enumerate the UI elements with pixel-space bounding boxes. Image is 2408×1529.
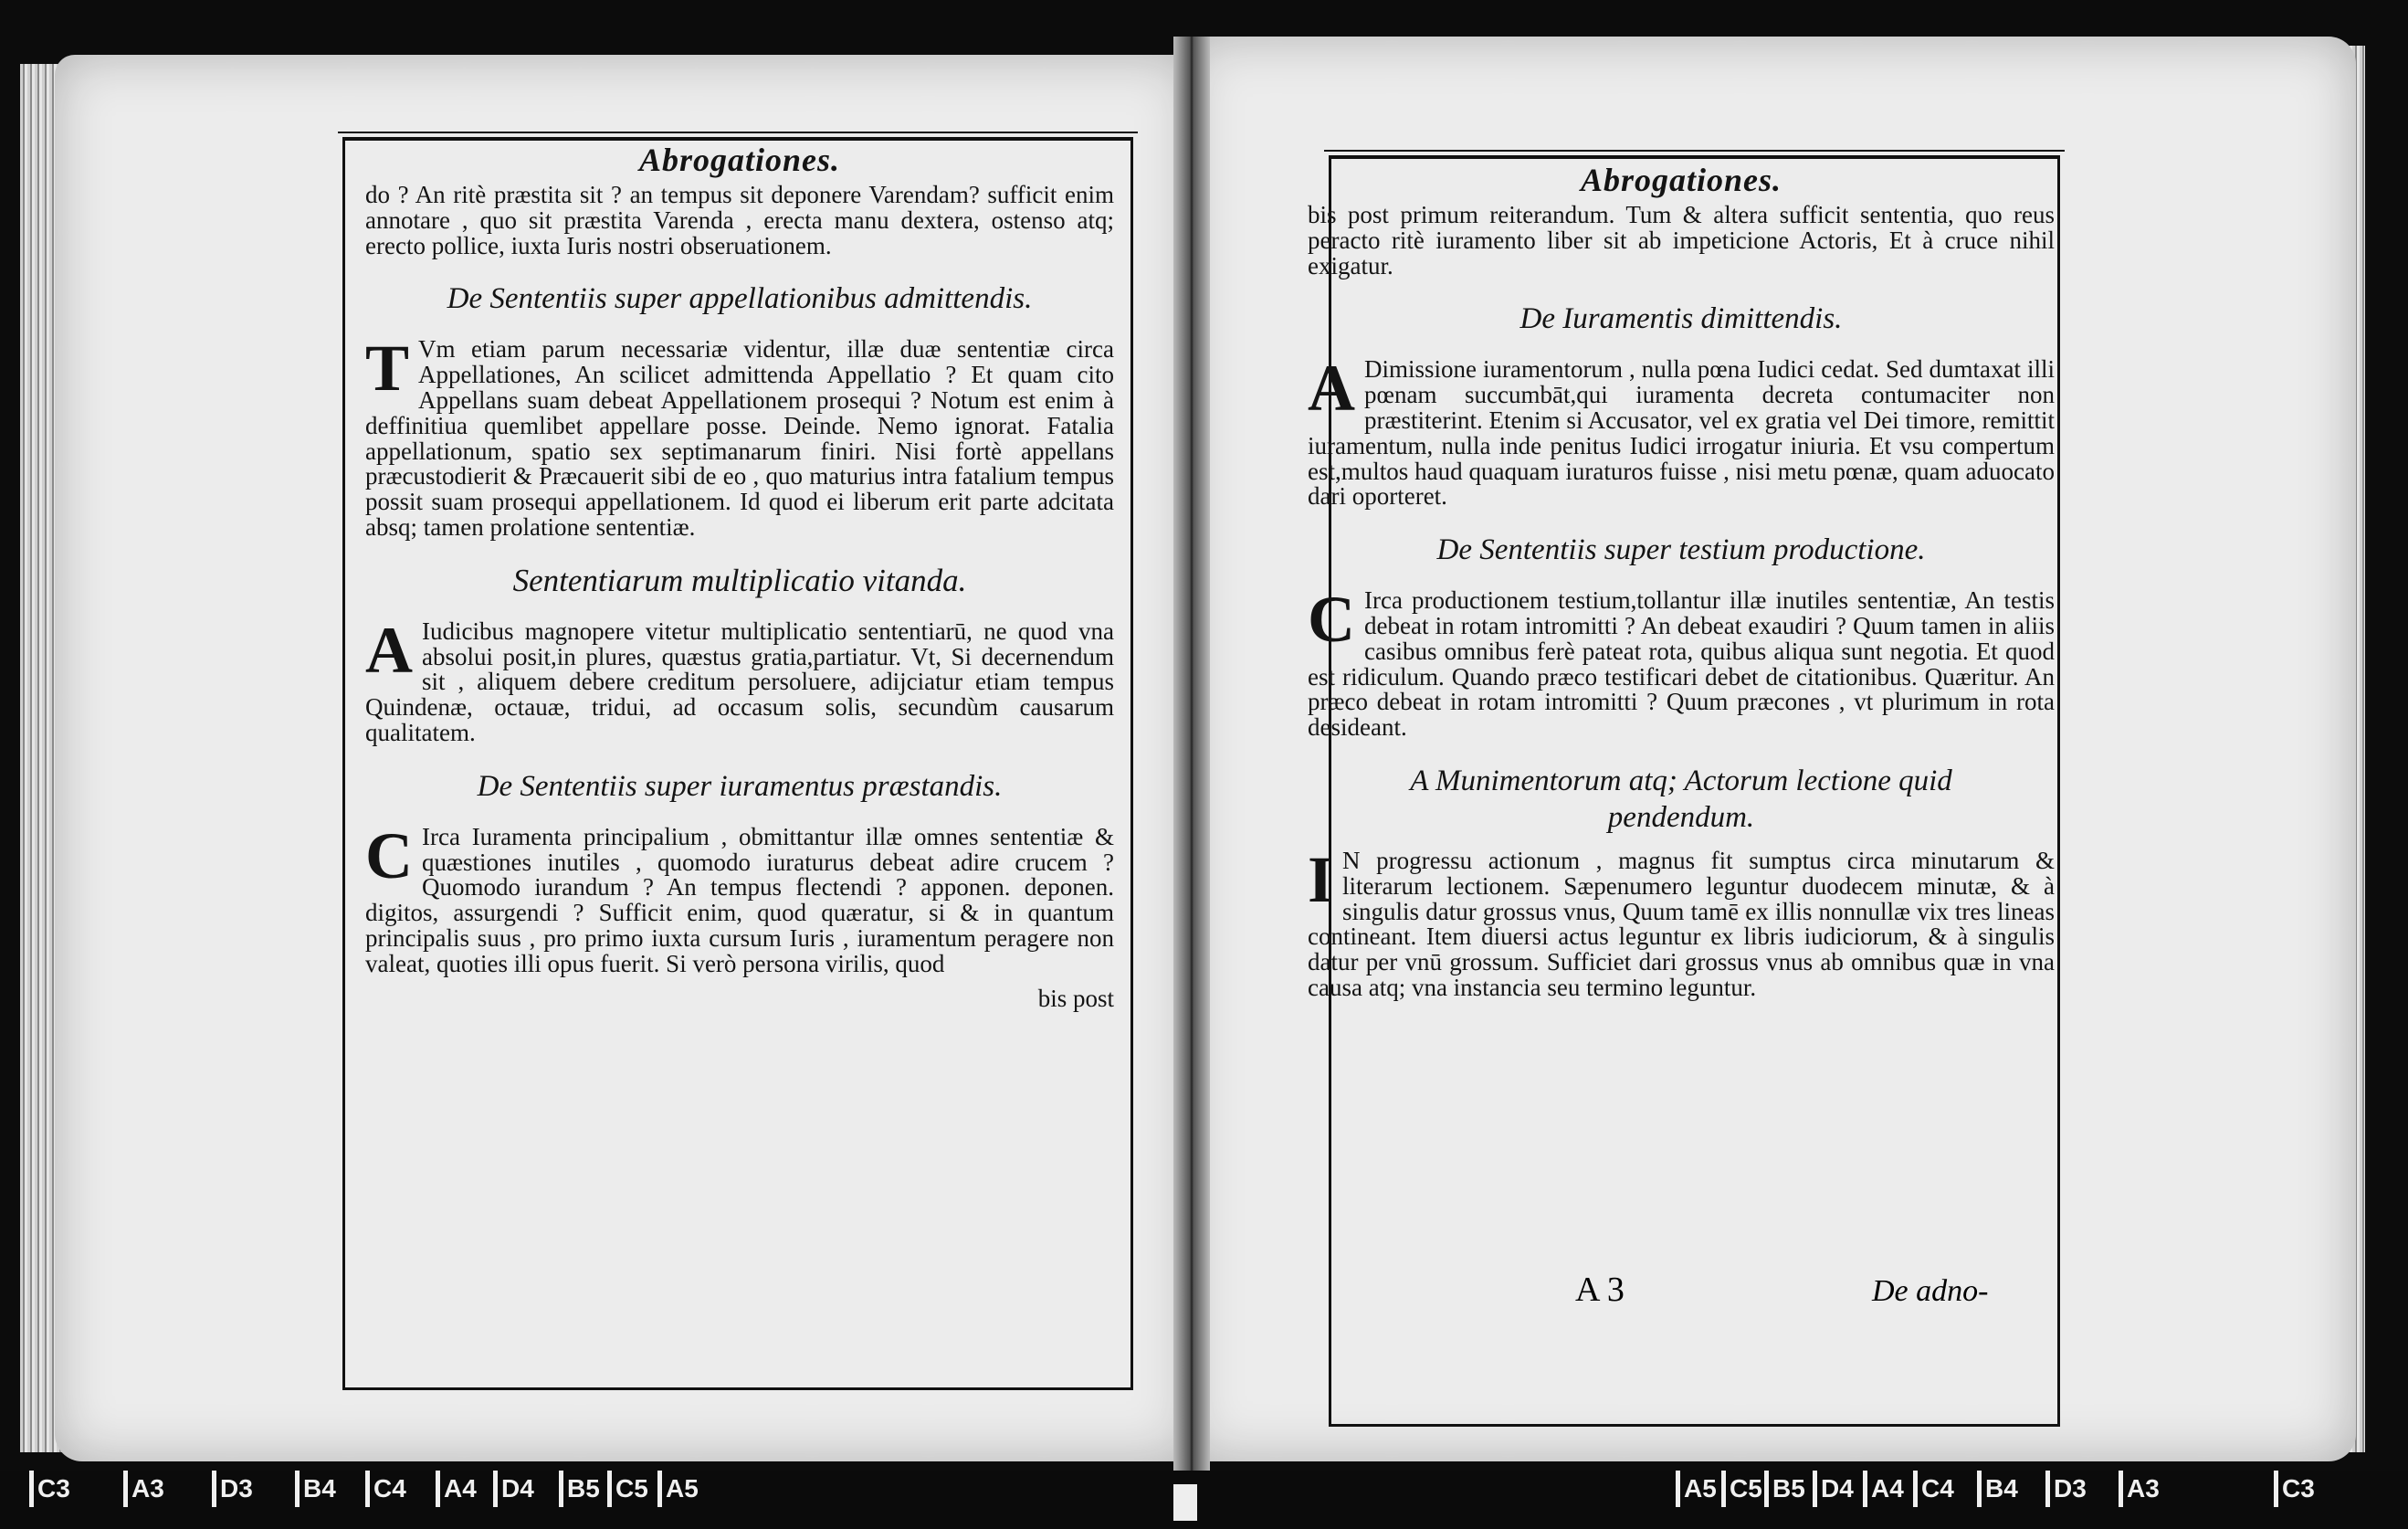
drop-initial: C xyxy=(365,818,413,892)
tab-label-11: C5 xyxy=(1721,1471,1766,1507)
right-paragraph-3 xyxy=(1308,583,2055,742)
left-paragraph-1: do ? An ritè præstita sit ? an tempus sit deponere Varendam? sufficit enim annotare , quo sit præstita Varenda , erecta manu dextera, ostenso atq; erecto pollice, iuxta Iuris nostri obseruationem. xyxy=(365,181,1114,259)
right-heading-3-line-1: A Munimentorum atq; Actorum lectione quid xyxy=(1410,764,1952,797)
right-paragraph-2-text: Dimissione iuramentorum , nulla pœna Iudici cedat. Sed dumtaxat illi pœnam succumbāt,qui iuramenta decreta contumaciter non præstiterint. Etenim si Accusator, vel ex gratia vel Dei timore, remittit iuramentum, nulla inde penitus Iudici irrogatur iniuria. Et vsu compertum est,multos haud quaquam iuraturos fuisse , nisi metu pœnæ, quam aduocato dari oporteret. xyxy=(1308,355,2055,511)
tab-label-18: A3 xyxy=(2119,1471,2163,1507)
tab-label-5: A4 xyxy=(436,1471,480,1507)
left-paragraph-2 xyxy=(365,332,1114,541)
left-paragraph-4 xyxy=(365,818,1114,977)
signature-mark: A 3 xyxy=(1575,1271,1625,1309)
gutter-marker xyxy=(1173,1484,1197,1521)
left-heading-2: Sententiarum multiplicatio vitanda. xyxy=(512,562,967,598)
right-catchword: De adno- xyxy=(1872,1274,1989,1308)
drop-initial: A xyxy=(1308,352,1355,426)
tab-label-9: A5 xyxy=(657,1471,702,1507)
left-text-column xyxy=(365,137,1114,1014)
right-paragraph-4-text: N progressu actionum , magnus fit sumptus circa minutarum & literarum lectionem. Sæpenumero leguntur duodecem minutæ, & à singulis datur grossus vnus, Quum tamē ex illis nonnullæ vix tres lineas contineant. Item diuersi actus leguntur ex libris iudiciorum, & à singulis datur per vnū grossum. Sufficiet dari grossus vnus ab omnibus quæ in vna causa atq; vna instancia seu termino leguntur. xyxy=(1308,846,2055,1001)
drop-initial: A xyxy=(365,613,413,687)
tab-label-15: C4 xyxy=(1913,1471,1958,1507)
tab-label-6: D4 xyxy=(493,1471,538,1507)
left-running-head: Abrogationes. xyxy=(638,142,841,178)
right-paragraph-1: bis post primum reiterandum. Tum & altera sufficit sententia, quo reus peracto ritè iuramento liber sit ab impeticione Actoris, Et à cruce nihil exigatur. xyxy=(1308,201,2055,279)
left-paragraph-3 xyxy=(365,613,1114,746)
tab-label-1: A3 xyxy=(123,1471,168,1507)
right-running-head: Abrogationes. xyxy=(1580,162,1782,198)
left-paragraph-3-text: Iudicibus magnopere vitetur multiplicatio sententiarū, ne quod vna absolui posit,in plures, quæstus gratia,partiatur. Vt, Si decernendum sit , aliquem debere creditum persoluere, adijciatur etiam tempus Quindenæ, octauæ, tridui, ad occasum solis, secundùm causarum qualitatem. xyxy=(365,617,1114,746)
tab-label-4: C4 xyxy=(365,1471,410,1507)
tab-label-8: C5 xyxy=(607,1471,652,1507)
right-text-column xyxy=(1308,157,2055,1001)
tab-label-7: B5 xyxy=(559,1471,604,1507)
tab-label-10: A5 xyxy=(1676,1471,1720,1507)
tab-label-0: C3 xyxy=(29,1471,74,1507)
right-paragraph-3-text: Irca productionem testium,tollantur illæ inutiles sententiæ, An testis debeat in rotam intromitti ? An debeat exaudiri ? Quum tamen in aliis casibus omnibus ferè pateat rota, quibus aliqua sunt negotia. Et quod est ridiculum. Quando præco testificari debet de citationibus. Quæritur. An præco debeat in rotam intromitti ? Quum præcones , vt plurimum in rota desideant. xyxy=(1308,586,2055,742)
right-heading-2: De Sententiis super testium productione. xyxy=(1436,533,1926,567)
right-heading-3 xyxy=(1308,763,2055,836)
drop-initial: I xyxy=(1308,842,1334,916)
tab-label-19: C3 xyxy=(2274,1471,2319,1507)
book-gutter xyxy=(1173,37,1210,1480)
tab-label-14: A4 xyxy=(1863,1471,1908,1507)
left-heading-1: De Sententiis super appellationibus admittendis. xyxy=(447,282,1033,316)
drop-initial: C xyxy=(1308,583,1355,657)
tab-label-3: B4 xyxy=(295,1471,340,1507)
left-catchword: bis post xyxy=(1037,984,1114,1012)
left-heading-3: De Sententiis super iuramentus præstandis. xyxy=(477,769,1003,803)
tab-label-16: B4 xyxy=(1977,1471,2022,1507)
tab-label-13: D4 xyxy=(1813,1471,1857,1507)
tab-label-17: D3 xyxy=(2045,1471,2090,1507)
drop-initial: T xyxy=(365,332,410,406)
right-paragraph-4 xyxy=(1308,842,2055,1001)
tab-label-2: D3 xyxy=(212,1471,257,1507)
right-paragraph-2 xyxy=(1308,352,2055,511)
right-heading-1: De Iuramentis dimittendis. xyxy=(1519,302,1843,336)
left-paragraph-2-text: Vm etiam parum necessariæ videntur, illæ duæ sententiæ circa Appellationes, An scilicet admittenda Appellatio ? Et quam cito Appellans suam debeat Appellationem prosequi ? Notum est enim à deffinitiua quemlibet appellare posse. Deinde. Nemo ignorat. Fatalia appellationum, spatio sex septimanarum finiri. Nisi fortè appellans præcustodierit & Præcauerit sibi de eo , quo maturius intra fatalium tempus possit suam prosequi appellationem. Id quod ei liberum erit parte adcitata absq; tamen prolatione sententiæ. xyxy=(365,335,1114,541)
left-paragraph-4-text: Irca Iuramenta principalium , obmittantur illæ omnes sententiæ & quæstiones inutiles , quomodo iuraturus debeat adire crucem ? Quomodo iurandum ? An tempus flectendi ? apponen. deponen. digitos, assurgendi ? Sufficit enim, quod quæratur, si & in quantum principalis suus , pro primo iuxta cursum Iuris , iuramentum peragere non valeat, quoties illi opus fuerit. Si verò persona virilis, quod xyxy=(365,822,1114,977)
right-heading-3-line-2: pendendum. xyxy=(1607,800,1755,834)
tab-label-12: B5 xyxy=(1764,1471,1809,1507)
